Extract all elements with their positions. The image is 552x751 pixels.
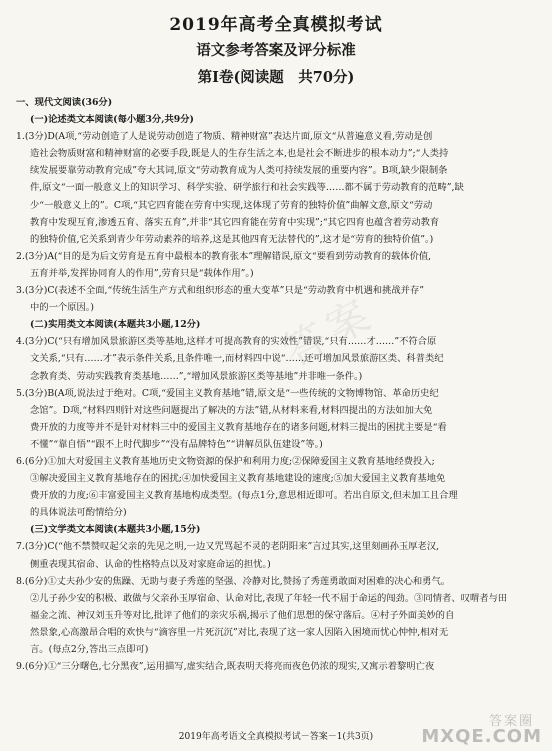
text-line: (二)实用类文本阅读(本题共3小题,12分) (30, 319, 201, 331)
text-line: 侧重表现其宿命、认命的性格特点以及对家庭命运的担忧。) (30, 558, 271, 570)
text-line: 3.(3分)C(表述不全面,“传统生活生产方式和组织形态的重大变革”只是“劳动教育中机遇和挑战并存” (16, 285, 425, 297)
text-line: (三)文学类文本阅读(本题共3小题,15分) (30, 524, 201, 536)
text-line: 1.(3分)D(A项,“劳动创造了人是说劳动创造了物质、精神财富”表达片面,原文“从普遍意义看,劳动是创 (16, 131, 433, 143)
watermark-text: 答案 (275, 288, 384, 377)
text-line: 然景象,心高激昂合唱的欢快与“滴容里一片死沉沉”对比,表现了这一家人因陷入困境而忧心忡忡,相对无 (30, 626, 449, 638)
site-logo (421, 714, 546, 749)
text-line: 造社会物质财富和精神财富的必要手段,既是人的生存生活之本,也是社会不断进步的根本动力”;“人类持 (30, 148, 449, 160)
text-line: 续发展要靠劳动教育完成”夸大其词,原文“劳动教育成为人类可持续发展的重要内容”。B项,缺少限制条 (30, 165, 448, 177)
text-line: ③解决爱国主义教育基地存在的困扰;④加快爱国主义教育基地建设的速度;⑤加大爱国主义教育基地免 (30, 473, 446, 485)
exam-title: 2019年高考全真模拟考试 (169, 15, 383, 35)
logo-domain: MXQE.COM (421, 726, 542, 747)
text-line: 件,原文“一面一般意义上的知识学习、科学实验、研学旅行和社会实践等……都不属于劳动教育的范畴”,缺 (30, 182, 464, 194)
text-line: 5.(3分)B(A项,说法过于绝对。C项,“爱国主义教育基地”错,原文是“一些传统的文物博物馆、革命历史纪 (16, 387, 439, 399)
text-line: 文关系,“只有……才”表示条件关系,且条件唯一,而材料四中说“……还可增加风景旅游区类、科普类纪 (30, 353, 444, 365)
text-line: 言。(每点2分,答出三点即可) (30, 644, 149, 655)
text-line: 6.(6分)①加大对爱国主义教育基地历史文物资源的保护和利用力度;②保障爱国主义教育基地经费投入; (16, 455, 435, 467)
answer-subtitle: 语文参考答案及评分标准 (196, 42, 356, 59)
text-line: 费开放的力度;⑥丰富爱国主义教育基地构成类型。(每点1分,意思相近即可。若出自原文,但未加工且合理 (30, 490, 458, 502)
text-line: 念教育类、劳动实践教育类基地……”,“增加风景旅游区类等基地”并非唯一条件。) (30, 370, 363, 382)
text-line: 2.(3分)A(“目的是为后文劳育是五育中最根本的教育张本”理解错误,原文“要看到劳动教育的载体价值, (16, 250, 432, 262)
logo-chinese: 答案圈 (488, 714, 534, 729)
page-footer: 2019年高考语文全真模拟考试－答案－1(共3页) (178, 732, 374, 742)
text-line: 的独特价值,它关系到青少年劳动素养的培养,这是其他四育无法替代的”,这才是“劳育的独特价值”。) (30, 233, 434, 245)
section-heading: 第Ⅰ卷(阅读题 共70分) (197, 69, 355, 86)
text-line: ②儿子孙少安的积极、敢做与父亲孙玉厚宿命、认命对比,表现了年轻一代不屈于命运的闯劲。③同情者、叹喟者与田 (30, 592, 508, 604)
text-line: 少“一般意义上的”。C项,“其它四育能在劳育中实现,这体现了劳育的独特价值”曲解文意,原文“劳动 (30, 199, 433, 211)
text-line: 五育并举,发挥协同育人的作用”,劳育只是“载体作用”。) (30, 267, 254, 279)
text-line: 福金之流、神汉刘玉升等对比,批评了他们的亲灾乐祸,揭示了他们思想的保守落后。④村子外面美妙的自 (30, 609, 455, 621)
text-line: 7.(3分)C(“他不禁赞叹起父亲的先见之明,一边又咒骂起不灵的老阴阳来”言过其实,这里刻画孙玉厚老汉, (16, 541, 440, 553)
text-line: (一)论述类文本阅读(每小题3分,共9分) (30, 114, 194, 126)
text-line: 费开放的力度等并不是针对材料三中的爱国主义教育基地存在的诸多问题,材料三提出的困扰主要是“看 (30, 421, 447, 433)
answer-body (16, 94, 540, 675)
text-line: 9.(6分)①“三分曙色,七分黑夜”,运用描写,虚实结合,既表明天将亮而夜色仍浓的现实,又寓示着黎明亡夜 (16, 661, 435, 673)
text-line: 一、现代文阅读(36分) (16, 97, 113, 108)
text-line: 教育中发现互育,渗透五育、落实五育”,并非“其它四育能在劳育中实现”;“其它四育也蕴含着劳动教育 (30, 216, 440, 228)
text-line: 8.(6分)①丈夫孙少安的焦躁、无助与妻子秀莲的坚强、冷静对比,赞扬了秀莲勇敢面对困难的决心和勇气。 (16, 575, 451, 587)
text-line: 的具体说法可酌情给分) (30, 507, 127, 519)
text-line: 4.(3分)C(“只有增加风景旅游区类等基地,这样才可提高教育的实效性”错误,“只有……才……”不符合原 (16, 336, 437, 348)
text-line: 中的一个原因。) (30, 302, 95, 314)
text-line: 不懂”“靠自悟”“跟不上时代脚步”“没有品牌特色”“讲解员队伍建设”等。) (30, 438, 323, 450)
text-line: 念馆”。D项,“材料四则针对这些问题提出了解决的方法”错,从材料来看,材料四提出的方法如加大免 (30, 404, 433, 416)
